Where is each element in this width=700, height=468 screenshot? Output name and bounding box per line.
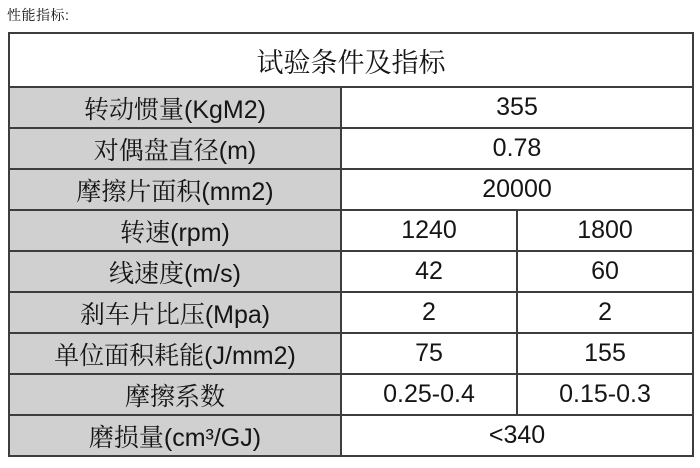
row-label: 刹车片比压(Mpa)	[9, 292, 341, 333]
row-value-2: 2	[517, 292, 693, 333]
row-value-1: 1240	[341, 210, 517, 251]
row-label: 单位面积耗能(J/mm2)	[9, 333, 341, 374]
table-row	[9, 415, 693, 456]
row-label: 转动惯量(KgM2)	[9, 87, 341, 128]
table-title: 试验条件及指标	[9, 33, 693, 87]
row-label: 对偶盘直径(m)	[9, 128, 341, 169]
row-value-2: 60	[517, 251, 693, 292]
row-value-2: 155	[517, 333, 693, 374]
row-label: 磨损量(cm³/GJ)	[9, 415, 341, 456]
row-value-1: 2	[341, 292, 517, 333]
row-value-2: 1800	[517, 210, 693, 251]
table-row	[9, 169, 693, 210]
row-label: 转速(rpm)	[9, 210, 341, 251]
table-row	[9, 292, 693, 333]
row-label: 线速度(m/s)	[9, 251, 341, 292]
row-value-1: 42	[341, 251, 517, 292]
table-row	[9, 87, 693, 128]
table-row	[9, 251, 693, 292]
table-title-row	[9, 33, 693, 87]
row-value-2: 0.15-0.3	[517, 374, 693, 415]
row-value: 20000	[341, 169, 693, 210]
row-value: 0.78	[341, 128, 693, 169]
row-value: <340	[341, 415, 693, 456]
table-row	[9, 333, 693, 374]
row-value: 355	[341, 87, 693, 128]
row-label: 摩擦系数	[9, 374, 341, 415]
table-row	[9, 210, 693, 251]
row-value-1: 75	[341, 333, 517, 374]
section-label: 性能指标:	[7, 7, 70, 23]
row-value-1: 0.25-0.4	[341, 374, 517, 415]
table-row	[9, 374, 693, 415]
spec-table	[8, 32, 694, 457]
row-label: 摩擦片面积(mm2)	[9, 169, 341, 210]
table-row	[9, 128, 693, 169]
